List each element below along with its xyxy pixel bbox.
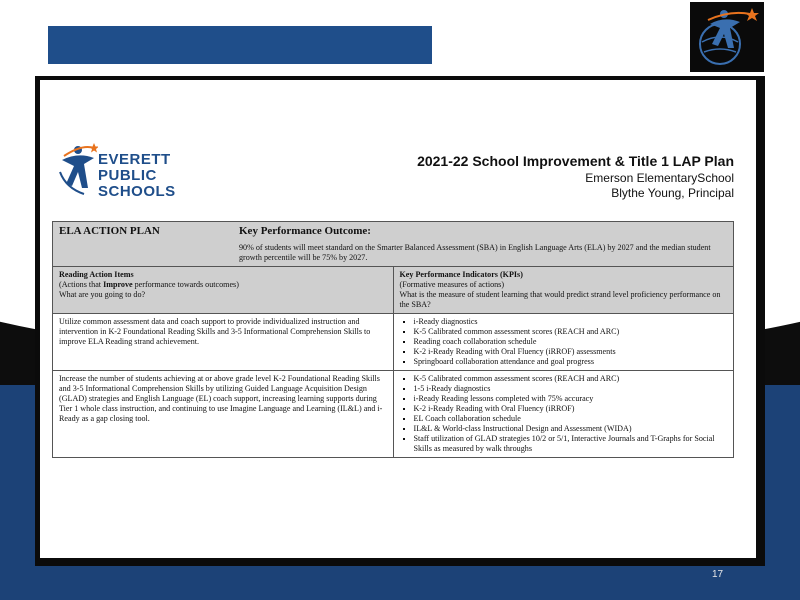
- action-items-title: Reading Action Items: [59, 270, 134, 279]
- plan-label: ELA ACTION PLAN: [59, 225, 160, 237]
- kpi-list: [400, 374, 728, 454]
- action-items-subtitle-post: performance towards outcomes): [132, 280, 239, 289]
- district-name: [98, 152, 176, 200]
- school-name: Emerson ElementarySchool: [585, 171, 734, 185]
- kpi-list: [400, 317, 728, 367]
- list-item: ▪ K-2 i-Ready Reading with Oral Fluency (iRROF): [414, 404, 728, 414]
- action-items-subtitle-pre: (Actions that: [59, 280, 104, 289]
- kpi-cell: [393, 314, 734, 371]
- kpis-title: Key Performance Indicators (KPIs): [399, 270, 523, 279]
- action-items-subtitle: [59, 280, 387, 290]
- table-row: [53, 314, 734, 371]
- action-items-question: What are you going to do?: [59, 290, 146, 299]
- list-item: ▪ K-5 Calibrated common assessment scores (REACH and ARC): [414, 327, 728, 337]
- district-name-line1: EVERETT: [98, 151, 171, 168]
- kpis-question: What is the measure of student learning that would predict strand level proficiency performance on the SBA?: [399, 290, 721, 309]
- kpo-label: Key Performance Outcome:: [239, 225, 371, 237]
- slide-title-bar: [48, 26, 432, 64]
- list-item: ▪ i-Ready Reading lessons completed with 75% accuracy: [414, 394, 728, 404]
- column-header-row: [53, 267, 734, 314]
- table-row: [53, 371, 734, 458]
- kpi-cell: [393, 371, 734, 458]
- list-item: ▪ Springboard collaboration attendance and goal progress: [414, 357, 728, 367]
- action-cell: Utilize common assessment data and coach support to provide individualized instruction and intervention in K-2 Foundational Reading Skills and 3-5 Informational Comprehension Skills to improve ELA Reading strand achievement.: [53, 314, 394, 371]
- principal-name: Blythe Young, Principal: [611, 186, 734, 200]
- district-name-line3: SCHOOLS: [98, 183, 176, 200]
- list-item: ▪ 1-5 i-Ready diagnostics: [414, 384, 728, 394]
- list-item: ▪ EL Coach collaboration schedule: [414, 414, 728, 424]
- action-cell: Increase the number of students achieving at or above grade level K-2 Foundational Reading Skills and 3-5 Informational Comprehension Skills by utilizing Guided Language Acquisition Design (GLAD) strategies and English Language (EL) coach support, increasing learning supports during Tier 1 whole class instruction, and continuing to use Imagine Language and Learning (IL&L) and i-Ready as a gap closing tool.: [53, 371, 394, 458]
- list-item: ▪ Staff utilization of GLAD strategies 10/2 or 5/1, Interactive Journals and T-Graphs for Social Skills as measured by walk throughs: [414, 434, 728, 454]
- list-item: ▪ Reading coach collaboration schedule: [414, 337, 728, 347]
- document-page: [40, 80, 756, 558]
- outcome-cell: [53, 222, 734, 267]
- action-items-header: [53, 267, 394, 314]
- list-item: ▪ K-2 i-Ready Reading with Oral Fluency (iRROF) assessments: [414, 347, 728, 357]
- action-items-subtitle-bold: Improve: [103, 280, 133, 289]
- ela-action-plan-table: [52, 221, 734, 458]
- kpis-subtitle: (Formative measures of actions): [399, 280, 505, 289]
- document-title: 2021-22 School Improvement & Title 1 LAP Plan: [417, 153, 734, 169]
- outcome-row: [53, 222, 734, 267]
- school-district-logo: [54, 142, 194, 204]
- page-number: 17: [712, 569, 724, 580]
- document-header: [417, 152, 734, 201]
- list-item: ▪ K-5 Calibrated common assessment scores (REACH and ARC): [414, 374, 728, 384]
- district-name-line2: PUBLIC: [98, 167, 157, 184]
- list-item: ▪ i-Ready diagnostics: [414, 317, 728, 327]
- kpo-text: 90% of students will meet standard on the Smarter Balanced Assessment (SBA) in English Language Arts (ELA) by 2027 and the median student growth percentile will be 75% by 2027.: [239, 243, 711, 262]
- kpis-header: [393, 267, 734, 314]
- district-logo-icon: [690, 2, 764, 72]
- list-item: ▪ IL&L & World-class Instructional Design and Assessment (WIDA): [414, 424, 728, 434]
